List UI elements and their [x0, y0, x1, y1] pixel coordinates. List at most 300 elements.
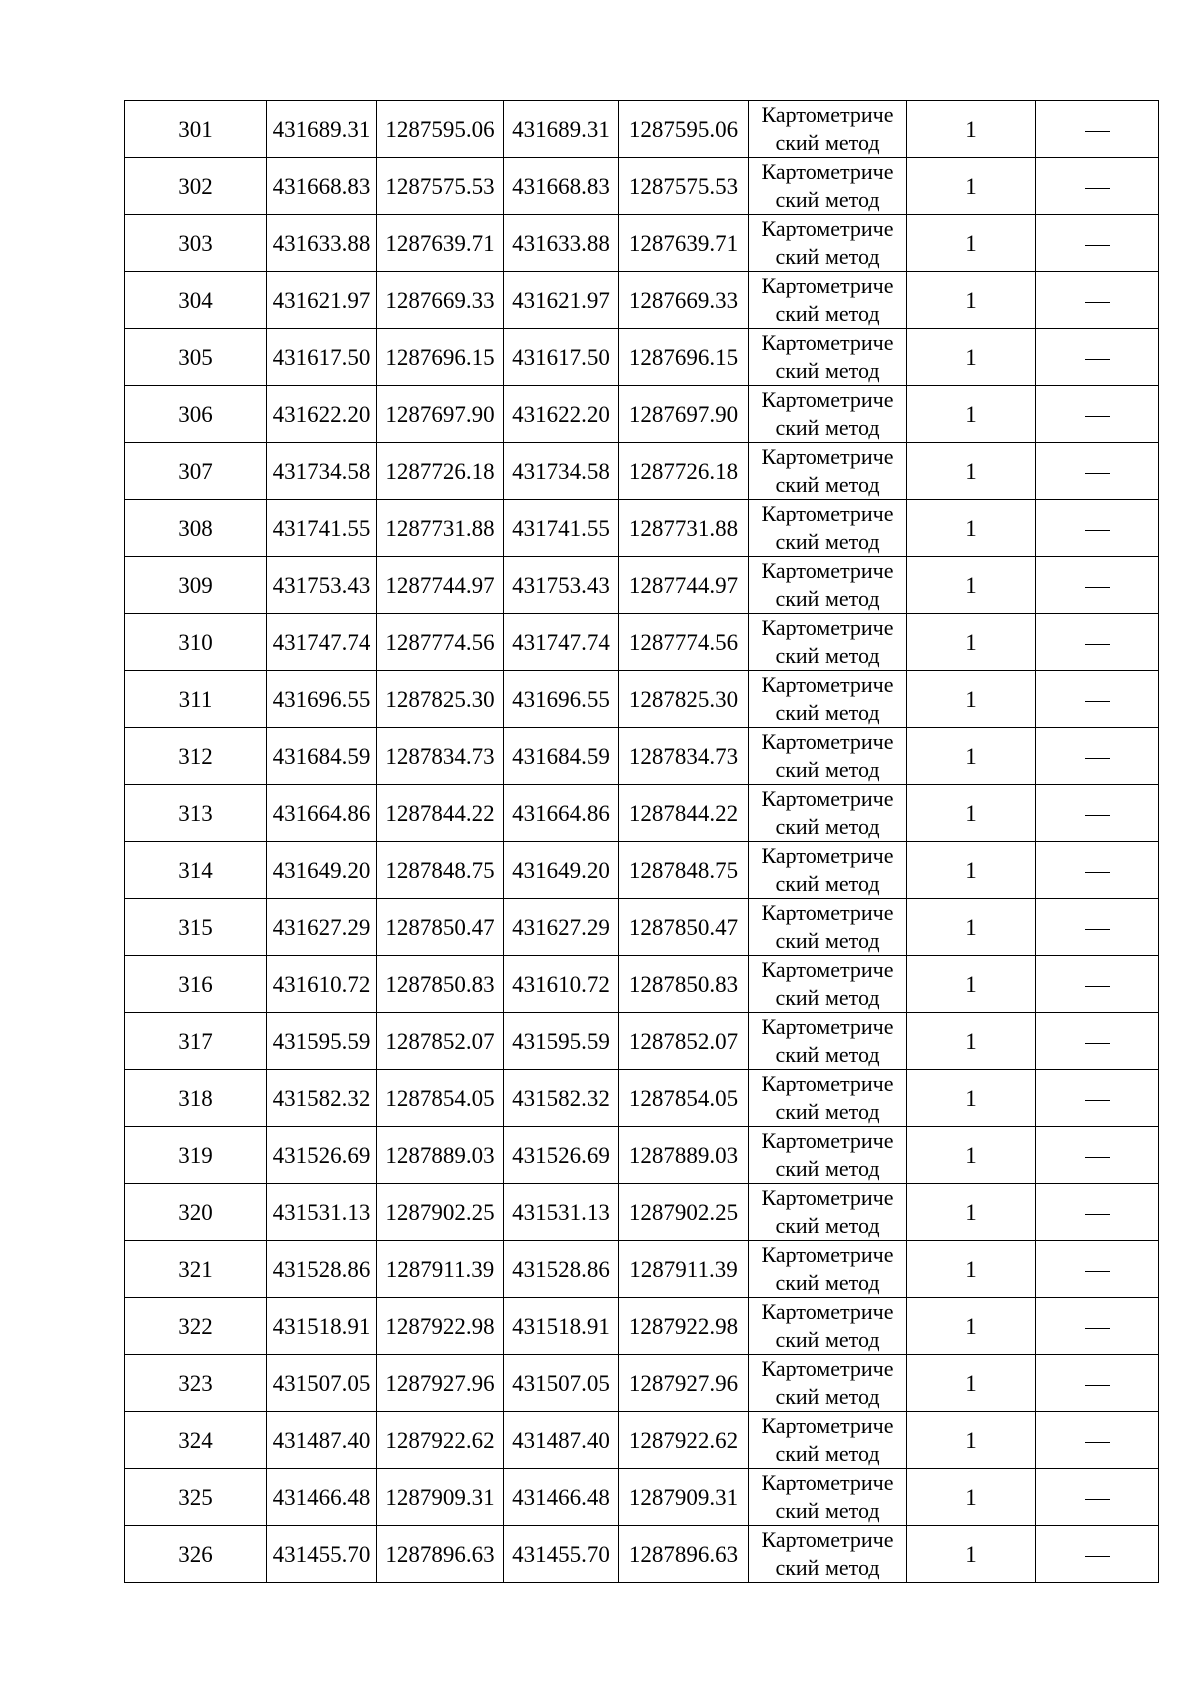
y-new-cell: 1287825.30 [619, 671, 749, 728]
dash-mark [1085, 530, 1110, 531]
accuracy-cell: 1 [907, 386, 1036, 443]
coordinates-table [124, 100, 1159, 1583]
table-row [125, 386, 1159, 443]
x-new-cell: 431664.86 [504, 785, 619, 842]
dash-mark [1085, 1442, 1110, 1443]
note-cell [1036, 158, 1159, 215]
y-existing-cell: 1287774.56 [377, 614, 504, 671]
method-cell [749, 842, 907, 899]
y-existing-cell: 1287726.18 [377, 443, 504, 500]
method-cell [749, 443, 907, 500]
dash-mark [1085, 1271, 1110, 1272]
dash-mark [1085, 986, 1110, 987]
method-cell [749, 1412, 907, 1469]
note-cell [1036, 671, 1159, 728]
y-existing-cell: 1287852.07 [377, 1013, 504, 1070]
dash-mark [1085, 188, 1110, 189]
accuracy-cell: 1 [907, 899, 1036, 956]
y-existing-cell: 1287825.30 [377, 671, 504, 728]
y-existing-cell: 1287854.05 [377, 1070, 504, 1127]
method-text-line-1: Картометриче [761, 957, 894, 982]
note-cell [1036, 1184, 1159, 1241]
point-number-cell: 307 [125, 443, 267, 500]
method-cell [749, 728, 907, 785]
table-row [125, 671, 1159, 728]
note-cell [1036, 614, 1159, 671]
y-existing-cell: 1287595.06 [377, 101, 504, 158]
table-row [125, 272, 1159, 329]
method-text-line-1: Картометриче [761, 444, 894, 469]
method-text-line-1: Картометриче [761, 672, 894, 697]
y-new-cell: 1287896.63 [619, 1526, 749, 1583]
dash-mark [1085, 758, 1110, 759]
method-text-line-2: ский метод [775, 700, 880, 725]
table-row [125, 500, 1159, 557]
x-new-cell: 431526.69 [504, 1127, 619, 1184]
y-new-cell: 1287834.73 [619, 728, 749, 785]
x-existing-cell: 431741.55 [267, 500, 377, 557]
method-text-line-1: Картометриче [761, 1128, 894, 1153]
x-existing-cell: 431734.58 [267, 443, 377, 500]
y-existing-cell: 1287896.63 [377, 1526, 504, 1583]
y-existing-cell: 1287696.15 [377, 329, 504, 386]
method-text-line-2: ский метод [775, 1270, 880, 1295]
x-new-cell: 431610.72 [504, 956, 619, 1013]
x-new-cell: 431621.97 [504, 272, 619, 329]
x-existing-cell: 431582.32 [267, 1070, 377, 1127]
dash-mark [1085, 1328, 1110, 1329]
x-existing-cell: 431466.48 [267, 1469, 377, 1526]
x-new-cell: 431734.58 [504, 443, 619, 500]
accuracy-cell: 1 [907, 956, 1036, 1013]
dash-mark [1085, 701, 1110, 702]
point-number-cell: 322 [125, 1298, 267, 1355]
method-cell [749, 1469, 907, 1526]
method-text-line-1: Картометриче [761, 1413, 894, 1438]
method-cell [749, 1070, 907, 1127]
table-row [125, 329, 1159, 386]
note-cell [1036, 1355, 1159, 1412]
table-body [125, 101, 1159, 1583]
y-new-cell: 1287852.07 [619, 1013, 749, 1070]
accuracy-cell: 1 [907, 329, 1036, 386]
point-number-cell: 325 [125, 1469, 267, 1526]
y-existing-cell: 1287848.75 [377, 842, 504, 899]
method-text-line-2: ский метод [775, 985, 880, 1010]
method-cell [749, 785, 907, 842]
table-row [125, 785, 1159, 842]
method-text-line-2: ский метод [775, 1099, 880, 1124]
method-text-line-1: Картометриче [761, 1071, 894, 1096]
method-text-line-2: ский метод [775, 1213, 880, 1238]
point-number-cell: 303 [125, 215, 267, 272]
point-number-cell: 313 [125, 785, 267, 842]
x-new-cell: 431668.83 [504, 158, 619, 215]
accuracy-cell: 1 [907, 671, 1036, 728]
method-cell [749, 500, 907, 557]
point-number-cell: 323 [125, 1355, 267, 1412]
table-row [125, 158, 1159, 215]
y-existing-cell: 1287744.97 [377, 557, 504, 614]
y-existing-cell: 1287902.25 [377, 1184, 504, 1241]
table-row [125, 1298, 1159, 1355]
note-cell [1036, 899, 1159, 956]
point-number-cell: 304 [125, 272, 267, 329]
method-text-line-2: ский метод [775, 415, 880, 440]
dash-mark [1085, 587, 1110, 588]
note-cell [1036, 1127, 1159, 1184]
point-number-cell: 321 [125, 1241, 267, 1298]
method-text-line-1: Картометриче [761, 558, 894, 583]
x-new-cell: 431487.40 [504, 1412, 619, 1469]
method-text-line-2: ский метод [775, 871, 880, 896]
y-new-cell: 1287854.05 [619, 1070, 749, 1127]
method-text-line-2: ский метод [775, 643, 880, 668]
method-text-line-1: Картометриче [761, 786, 894, 811]
dash-mark [1085, 1499, 1110, 1500]
method-text-line-2: ский метод [775, 301, 880, 326]
y-new-cell: 1287744.97 [619, 557, 749, 614]
table-row [125, 1127, 1159, 1184]
x-existing-cell: 431487.40 [267, 1412, 377, 1469]
y-new-cell: 1287669.33 [619, 272, 749, 329]
point-number-cell: 309 [125, 557, 267, 614]
method-text-line-1: Картометриче [761, 1527, 894, 1552]
accuracy-cell: 1 [907, 557, 1036, 614]
x-existing-cell: 431668.83 [267, 158, 377, 215]
note-cell [1036, 1526, 1159, 1583]
y-existing-cell: 1287834.73 [377, 728, 504, 785]
table-row [125, 1412, 1159, 1469]
method-text-line-2: ский метод [775, 586, 880, 611]
y-existing-cell: 1287922.62 [377, 1412, 504, 1469]
point-number-cell: 319 [125, 1127, 267, 1184]
method-cell [749, 1013, 907, 1070]
point-number-cell: 308 [125, 500, 267, 557]
table-row [125, 1469, 1159, 1526]
note-cell [1036, 956, 1159, 1013]
dash-mark [1085, 1214, 1110, 1215]
dash-mark [1085, 929, 1110, 930]
x-existing-cell: 431689.31 [267, 101, 377, 158]
method-text-line-1: Картометриче [761, 387, 894, 412]
method-text-line-2: ский метод [775, 472, 880, 497]
y-new-cell: 1287639.71 [619, 215, 749, 272]
method-cell [749, 1526, 907, 1583]
note-cell [1036, 1013, 1159, 1070]
note-cell [1036, 329, 1159, 386]
note-cell [1036, 1412, 1159, 1469]
x-existing-cell: 431617.50 [267, 329, 377, 386]
y-new-cell: 1287927.96 [619, 1355, 749, 1412]
point-number-cell: 306 [125, 386, 267, 443]
method-text-line-2: ский метод [775, 1441, 880, 1466]
table-row [125, 899, 1159, 956]
method-text-line-1: Картометриче [761, 501, 894, 526]
x-new-cell: 431582.32 [504, 1070, 619, 1127]
note-cell [1036, 272, 1159, 329]
x-existing-cell: 431633.88 [267, 215, 377, 272]
dash-mark [1085, 815, 1110, 816]
method-cell [749, 557, 907, 614]
y-existing-cell: 1287922.98 [377, 1298, 504, 1355]
accuracy-cell: 1 [907, 1184, 1036, 1241]
x-new-cell: 431466.48 [504, 1469, 619, 1526]
y-existing-cell: 1287850.47 [377, 899, 504, 956]
dash-mark [1085, 302, 1110, 303]
x-new-cell: 431633.88 [504, 215, 619, 272]
x-new-cell: 431696.55 [504, 671, 619, 728]
accuracy-cell: 1 [907, 842, 1036, 899]
y-new-cell: 1287848.75 [619, 842, 749, 899]
note-cell [1036, 1298, 1159, 1355]
method-text-line-1: Картометриче [761, 1242, 894, 1267]
note-cell [1036, 557, 1159, 614]
point-number-cell: 316 [125, 956, 267, 1013]
method-text-line-2: ский метод [775, 814, 880, 839]
method-text-line-2: ский метод [775, 529, 880, 554]
accuracy-cell: 1 [907, 614, 1036, 671]
method-cell [749, 614, 907, 671]
x-new-cell: 431622.20 [504, 386, 619, 443]
accuracy-cell: 1 [907, 1013, 1036, 1070]
dash-mark [1085, 359, 1110, 360]
note-cell [1036, 101, 1159, 158]
y-existing-cell: 1287911.39 [377, 1241, 504, 1298]
dash-mark [1085, 245, 1110, 246]
x-existing-cell: 431526.69 [267, 1127, 377, 1184]
point-number-cell: 302 [125, 158, 267, 215]
accuracy-cell: 1 [907, 215, 1036, 272]
y-existing-cell: 1287575.53 [377, 158, 504, 215]
table-row [125, 1184, 1159, 1241]
method-cell [749, 1241, 907, 1298]
y-new-cell: 1287696.15 [619, 329, 749, 386]
accuracy-cell: 1 [907, 1298, 1036, 1355]
y-new-cell: 1287697.90 [619, 386, 749, 443]
dash-mark [1085, 131, 1110, 132]
method-text-line-1: Картометриче [761, 1185, 894, 1210]
x-new-cell: 431753.43 [504, 557, 619, 614]
method-text-line-1: Картометриче [761, 843, 894, 868]
dash-mark [1085, 644, 1110, 645]
method-text-line-1: Картометриче [761, 216, 894, 241]
table-row [125, 557, 1159, 614]
method-cell [749, 101, 907, 158]
x-existing-cell: 431753.43 [267, 557, 377, 614]
method-cell [749, 899, 907, 956]
method-text-line-1: Картометриче [761, 900, 894, 925]
method-text-line-1: Картометриче [761, 102, 894, 127]
x-new-cell: 431507.05 [504, 1355, 619, 1412]
accuracy-cell: 1 [907, 1469, 1036, 1526]
y-new-cell: 1287889.03 [619, 1127, 749, 1184]
method-text-line-1: Картометриче [761, 1299, 894, 1324]
method-text-line-1: Картометриче [761, 1014, 894, 1039]
method-cell [749, 1355, 907, 1412]
point-number-cell: 317 [125, 1013, 267, 1070]
method-text-line-1: Картометриче [761, 159, 894, 184]
x-new-cell: 431595.59 [504, 1013, 619, 1070]
y-new-cell: 1287902.25 [619, 1184, 749, 1241]
method-cell [749, 1127, 907, 1184]
x-existing-cell: 431696.55 [267, 671, 377, 728]
x-existing-cell: 431621.97 [267, 272, 377, 329]
method-text-line-2: ский метод [775, 1042, 880, 1067]
point-number-cell: 318 [125, 1070, 267, 1127]
note-cell [1036, 1070, 1159, 1127]
y-new-cell: 1287726.18 [619, 443, 749, 500]
y-existing-cell: 1287669.33 [377, 272, 504, 329]
accuracy-cell: 1 [907, 785, 1036, 842]
dash-mark [1085, 473, 1110, 474]
y-existing-cell: 1287844.22 [377, 785, 504, 842]
method-text-line-2: ский метод [775, 928, 880, 953]
accuracy-cell: 1 [907, 443, 1036, 500]
x-new-cell: 431531.13 [504, 1184, 619, 1241]
method-cell [749, 1184, 907, 1241]
method-text-line-2: ский метод [775, 130, 880, 155]
x-existing-cell: 431531.13 [267, 1184, 377, 1241]
method-text-line-2: ский метод [775, 1327, 880, 1352]
x-existing-cell: 431610.72 [267, 956, 377, 1013]
method-text-line-2: ский метод [775, 1384, 880, 1409]
accuracy-cell: 1 [907, 101, 1036, 158]
y-existing-cell: 1287927.96 [377, 1355, 504, 1412]
table-row [125, 215, 1159, 272]
x-existing-cell: 431528.86 [267, 1241, 377, 1298]
y-existing-cell: 1287850.83 [377, 956, 504, 1013]
x-new-cell: 431689.31 [504, 101, 619, 158]
x-existing-cell: 431455.70 [267, 1526, 377, 1583]
method-cell [749, 1298, 907, 1355]
x-existing-cell: 431747.74 [267, 614, 377, 671]
method-cell [749, 158, 907, 215]
y-new-cell: 1287850.47 [619, 899, 749, 956]
note-cell [1036, 500, 1159, 557]
point-number-cell: 314 [125, 842, 267, 899]
accuracy-cell: 1 [907, 1412, 1036, 1469]
dash-mark [1085, 872, 1110, 873]
note-cell [1036, 443, 1159, 500]
method-text-line-1: Картометриче [761, 1356, 894, 1381]
dash-mark [1085, 1385, 1110, 1386]
table-row [125, 1526, 1159, 1583]
y-new-cell: 1287595.06 [619, 101, 749, 158]
accuracy-cell: 1 [907, 1241, 1036, 1298]
point-number-cell: 315 [125, 899, 267, 956]
dash-mark [1085, 1043, 1110, 1044]
dash-mark [1085, 1100, 1110, 1101]
point-number-cell: 326 [125, 1526, 267, 1583]
accuracy-cell: 1 [907, 158, 1036, 215]
table-row [125, 1241, 1159, 1298]
method-text-line-2: ский метод [775, 1555, 880, 1580]
point-number-cell: 301 [125, 101, 267, 158]
y-new-cell: 1287774.56 [619, 614, 749, 671]
accuracy-cell: 1 [907, 272, 1036, 329]
table-row [125, 1070, 1159, 1127]
accuracy-cell: 1 [907, 1526, 1036, 1583]
method-text-line-1: Картометриче [761, 273, 894, 298]
table-row [125, 728, 1159, 785]
x-new-cell: 431627.29 [504, 899, 619, 956]
x-new-cell: 431518.91 [504, 1298, 619, 1355]
method-cell [749, 215, 907, 272]
dash-mark [1085, 416, 1110, 417]
table-row [125, 1355, 1159, 1412]
method-text-line-2: ский метод [775, 1156, 880, 1181]
note-cell [1036, 1241, 1159, 1298]
x-existing-cell: 431595.59 [267, 1013, 377, 1070]
y-new-cell: 1287922.62 [619, 1412, 749, 1469]
y-existing-cell: 1287731.88 [377, 500, 504, 557]
method-cell [749, 671, 907, 728]
point-number-cell: 324 [125, 1412, 267, 1469]
point-number-cell: 310 [125, 614, 267, 671]
point-number-cell: 305 [125, 329, 267, 386]
method-text-line-1: Картометриче [761, 1470, 894, 1495]
point-number-cell: 320 [125, 1184, 267, 1241]
x-new-cell: 431649.20 [504, 842, 619, 899]
method-text-line-1: Картометриче [761, 615, 894, 640]
y-new-cell: 1287911.39 [619, 1241, 749, 1298]
note-cell [1036, 215, 1159, 272]
table-row [125, 1013, 1159, 1070]
method-cell [749, 386, 907, 443]
x-existing-cell: 431649.20 [267, 842, 377, 899]
x-new-cell: 431747.74 [504, 614, 619, 671]
method-text-line-2: ский метод [775, 757, 880, 782]
y-new-cell: 1287575.53 [619, 158, 749, 215]
note-cell [1036, 386, 1159, 443]
x-new-cell: 431617.50 [504, 329, 619, 386]
x-new-cell: 431528.86 [504, 1241, 619, 1298]
note-cell [1036, 728, 1159, 785]
table-row [125, 614, 1159, 671]
y-existing-cell: 1287909.31 [377, 1469, 504, 1526]
x-existing-cell: 431518.91 [267, 1298, 377, 1355]
method-text-line-1: Картометриче [761, 330, 894, 355]
dash-mark [1085, 1157, 1110, 1158]
method-cell [749, 956, 907, 1013]
table-row [125, 956, 1159, 1013]
y-existing-cell: 1287697.90 [377, 386, 504, 443]
accuracy-cell: 1 [907, 500, 1036, 557]
x-existing-cell: 431627.29 [267, 899, 377, 956]
x-existing-cell: 431664.86 [267, 785, 377, 842]
x-existing-cell: 431507.05 [267, 1355, 377, 1412]
table-row [125, 842, 1159, 899]
accuracy-cell: 1 [907, 728, 1036, 785]
method-text-line-1: Картометриче [761, 729, 894, 754]
method-text-line-2: ский метод [775, 1498, 880, 1523]
table-row [125, 443, 1159, 500]
method-cell [749, 329, 907, 386]
y-existing-cell: 1287889.03 [377, 1127, 504, 1184]
y-new-cell: 1287922.98 [619, 1298, 749, 1355]
method-text-line-2: ский метод [775, 244, 880, 269]
point-number-cell: 311 [125, 671, 267, 728]
note-cell [1036, 1469, 1159, 1526]
note-cell [1036, 785, 1159, 842]
table-row [125, 101, 1159, 158]
accuracy-cell: 1 [907, 1355, 1036, 1412]
y-new-cell: 1287731.88 [619, 500, 749, 557]
method-cell [749, 272, 907, 329]
note-cell [1036, 842, 1159, 899]
x-new-cell: 431455.70 [504, 1526, 619, 1583]
